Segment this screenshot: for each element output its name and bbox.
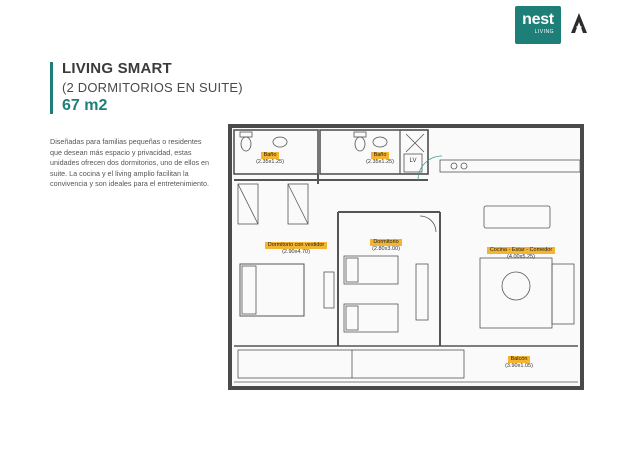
room-dims: (3.90x1.05) [505,363,533,369]
logo-word: nest [522,11,554,28]
room-dims: (2.35x1.25) [366,159,394,165]
room-label-living [484,247,558,261]
room-name: Baño [371,152,390,159]
room-dims: (2.35x1.25) [256,159,284,165]
room-label-balcony [496,356,542,370]
unit-title: LIVING SMART [62,60,172,77]
room-label-master [258,242,334,256]
room-label-bath-1 [250,152,290,166]
unit-area: 67 m2 [62,97,108,114]
nest-living-logo [515,6,561,44]
room-name: Baño [261,152,280,159]
room-dims: (2.90x4.70) [282,249,310,255]
laundry-label: LV [409,158,417,164]
unit-subtitle: (2 DORMITORIOS EN SUITE) [62,80,243,95]
floor-plan [228,124,588,394]
logo-sub: LIVING [534,29,554,35]
room-dims: (4.00x5.25) [507,254,535,260]
room-name: Balcón [508,356,531,363]
brand-a-icon [570,12,588,34]
title-accent-bar [50,62,53,114]
room-name: Dormitorio con vestidor [265,242,328,249]
room-label-bath-2 [360,152,400,166]
room-name: Dormitorio [370,239,401,246]
room-name: Cocina - Estar - Comedor [487,247,555,254]
unit-description: Diseñadas para familias pequeñas o residentes que desean más espacio y privacidad, estas unidades ofrecen dos dormitorios, uno de ellos en suite. La cocina y el living amplio facilitan la convivencia y son ideales para el entretenimiento. [50,137,210,188]
room-dims: (2.80x3.00) [372,246,400,252]
room-label-dorm [362,239,410,253]
